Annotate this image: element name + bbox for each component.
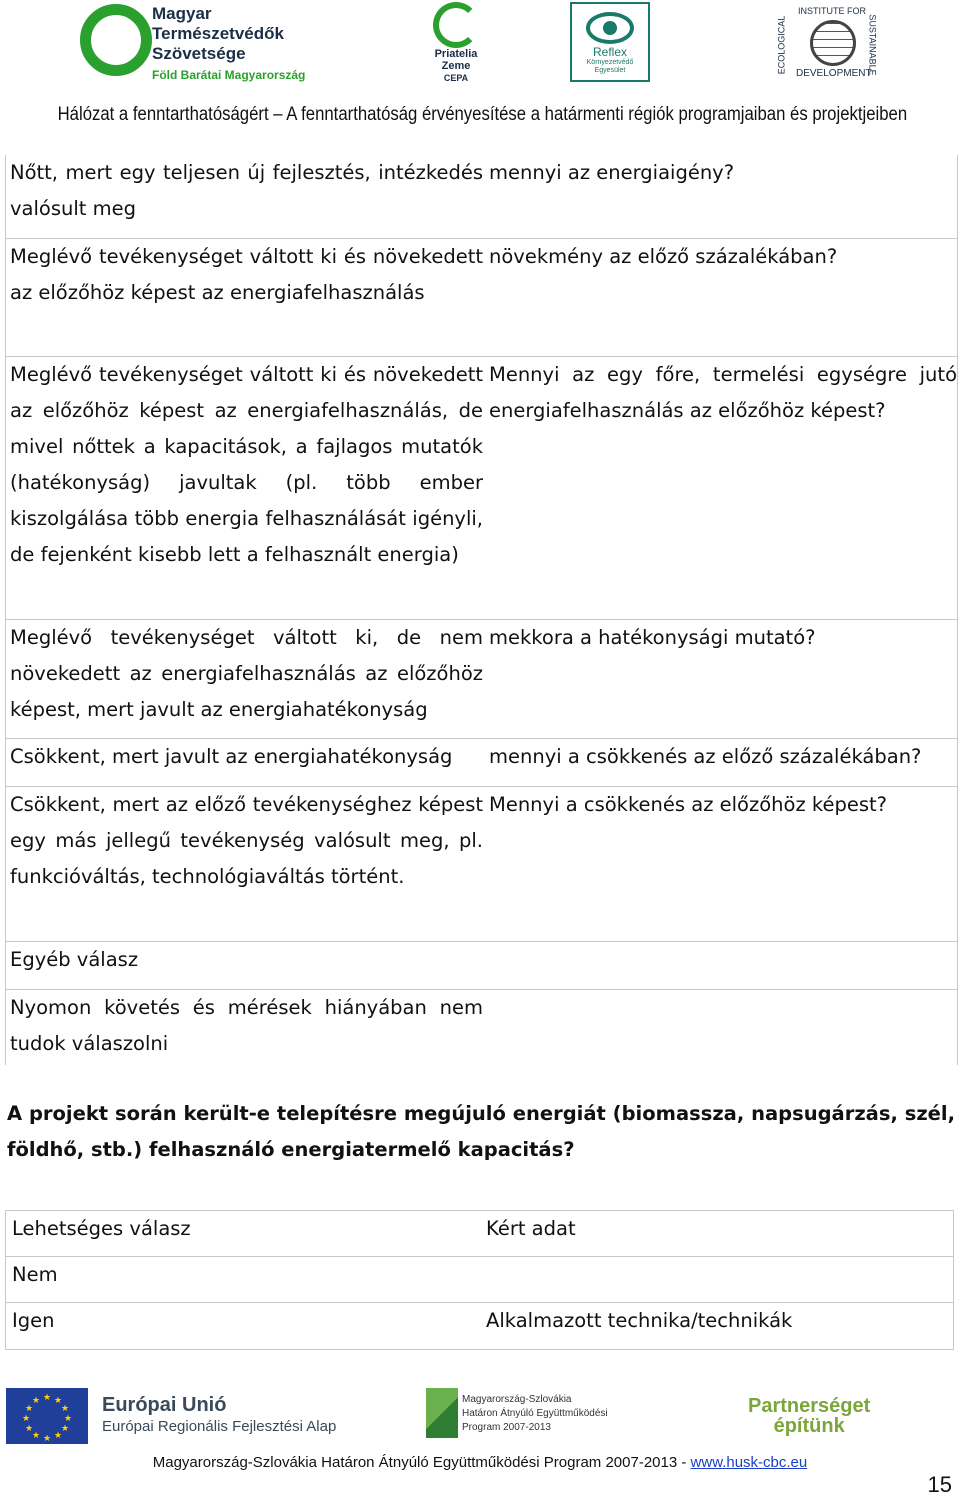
table-cell-answer: Igen	[12, 1309, 55, 1332]
table-cell-data: mennyi az energiaigény?	[489, 161, 735, 184]
answer-table	[5, 1210, 954, 1350]
reflex-logo	[570, 2, 650, 82]
table-cell-data: mennyi a csökkenés az előző százalékában?	[489, 745, 922, 768]
org4-right: SUSTAINABLE	[867, 14, 878, 76]
header-title: Hálózat a fenntarthatóságért – A fenntarthatóság érvényesítése a határmenti régiók programjaiban és projektjeiben	[57, 104, 908, 125]
husk-line2: Határon Átnyúló Együttműködési	[462, 1408, 608, 1419]
org1-line3: Szövetsége	[152, 44, 246, 63]
org2-line1: Priatelia	[434, 48, 478, 60]
partner-line1: Partnerséget	[748, 1395, 871, 1417]
eu-subtitle: Európai Regionális Fejlesztési Alap	[102, 1418, 337, 1435]
table-cell-data: Mennyi a csökkenés az előzőhöz képest?	[489, 793, 887, 816]
org2-line2: Zeme	[441, 60, 471, 72]
org4-bottom: DEVELOPMENT	[796, 68, 872, 79]
table-row	[5, 155, 958, 239]
table-row	[5, 239, 958, 357]
table-row	[5, 620, 958, 739]
ring-icon	[433, 2, 479, 48]
eye-icon	[586, 12, 634, 44]
org3-sub2: Egyesület	[594, 67, 626, 74]
eu-flag-icon: ★ ★ ★ ★ ★ ★ ★ ★ ★ ★ ★ ★	[6, 1388, 88, 1444]
partner-logo	[748, 1396, 870, 1436]
eu-title: Európai Unió	[102, 1394, 227, 1416]
partner-line2: építünk	[773, 1415, 845, 1437]
column-header-data: Kért adat	[486, 1217, 576, 1240]
priatelia-zeme-logo	[426, 2, 486, 86]
table-row	[5, 942, 958, 990]
table-row	[5, 739, 958, 787]
footer-program-text	[0, 1454, 960, 1471]
org4-left: ECOLOGICAL	[776, 15, 787, 75]
org1-line2: Természetvédők	[152, 24, 284, 43]
column-header-answer: Lehetséges válasz	[12, 1217, 191, 1240]
table-cell-answer: Nyomon követés és mérések hiányában nem tudok válaszolni	[10, 996, 483, 1055]
table-cell-answer: Nőtt, mert egy teljesen új fejlesztés, intézkedés valósult meg	[10, 161, 483, 220]
table-cell-answer: Egyéb válasz	[10, 948, 139, 971]
table-cell-answer: Meglévő tevékenységet váltott ki és növekedett az előzőhöz képest az energiafelhasználás	[10, 245, 483, 304]
org3-sub1: Környezetvédő	[586, 59, 634, 66]
table-cell-data: Mennyi az egy főre, termelési egységre jutó energiafelhasználás az előzőhöz képest?	[489, 363, 957, 422]
renewable-question: A projekt során került-e telepítésre megújuló energiát (biomassza, napsugárzás, szél, földhő, stb.) felhasználó energiatermelő kapacitás?	[7, 1102, 955, 1161]
org3-name: Reflex	[592, 45, 627, 59]
mtvsz-logo	[80, 4, 320, 84]
table-row	[5, 357, 958, 620]
org2-line3: CEPA	[443, 73, 469, 83]
energy-table	[5, 155, 958, 1072]
program-text: Magyarország-Szlovákia Határon Átnyúló Együttműködési Program 2007-2013 -	[152, 1454, 691, 1471]
table-cell-answer: Nem	[12, 1263, 58, 1286]
table-row	[6, 1257, 953, 1303]
husk-line3: Program 2007-2013	[462, 1422, 551, 1433]
iesd-logo	[776, 4, 880, 80]
table-cell-answer: Csökkent, mert az előző tevékenységhez képest egy más jellegű tevékenység valósult meg, pl. funkcióváltás, technológiaváltás történt.	[10, 793, 483, 888]
husk-line1: Magyarország-Szlovákia	[462, 1394, 572, 1405]
table-header-row	[6, 1211, 953, 1257]
table-cell-data: mekkora a hatékonysági mutató?	[489, 626, 816, 649]
table-cell-answer: Meglévő tevékenységet váltott ki, de nem növekedett az energiafelhasználás az előzőhöz képest, mert javult az energiahatékonyság	[10, 626, 483, 721]
table-row	[6, 1303, 953, 1349]
ring-icon	[80, 4, 152, 76]
table-cell-data: Alkalmazott technika/technikák	[486, 1309, 793, 1332]
table-cell-data: növekmény az előző százalékában?	[489, 245, 838, 268]
table-cell-answer: Meglévő tevékenységet váltott ki és növekedett az előzőhöz képest az energiafelhasználás, de mivel nőttek a kapacitások, a fajlagos mutatók (hatékonyság) javultak (pl. több ember kiszolgálása több energia felhasználását igényli, de fejenként kisebb lett a felhasznált energia)	[10, 363, 483, 566]
table-cell-answer: Csökkent, mert javult az energiahatékonyság	[10, 745, 453, 768]
header-logos	[0, 0, 960, 96]
org1-sub: Föld Barátai Magyarország	[152, 68, 306, 82]
org4-top: INSTITUTE FOR	[798, 6, 866, 16]
table-row	[5, 990, 958, 1072]
table-row	[5, 787, 958, 942]
org1-line1: Magyar	[152, 4, 212, 23]
husk-link[interactable]: www.husk-cbc.eu	[690, 1454, 808, 1471]
husk-icon	[426, 1388, 458, 1438]
page-number: 15	[927, 1472, 952, 1497]
globe-icon	[810, 20, 856, 66]
